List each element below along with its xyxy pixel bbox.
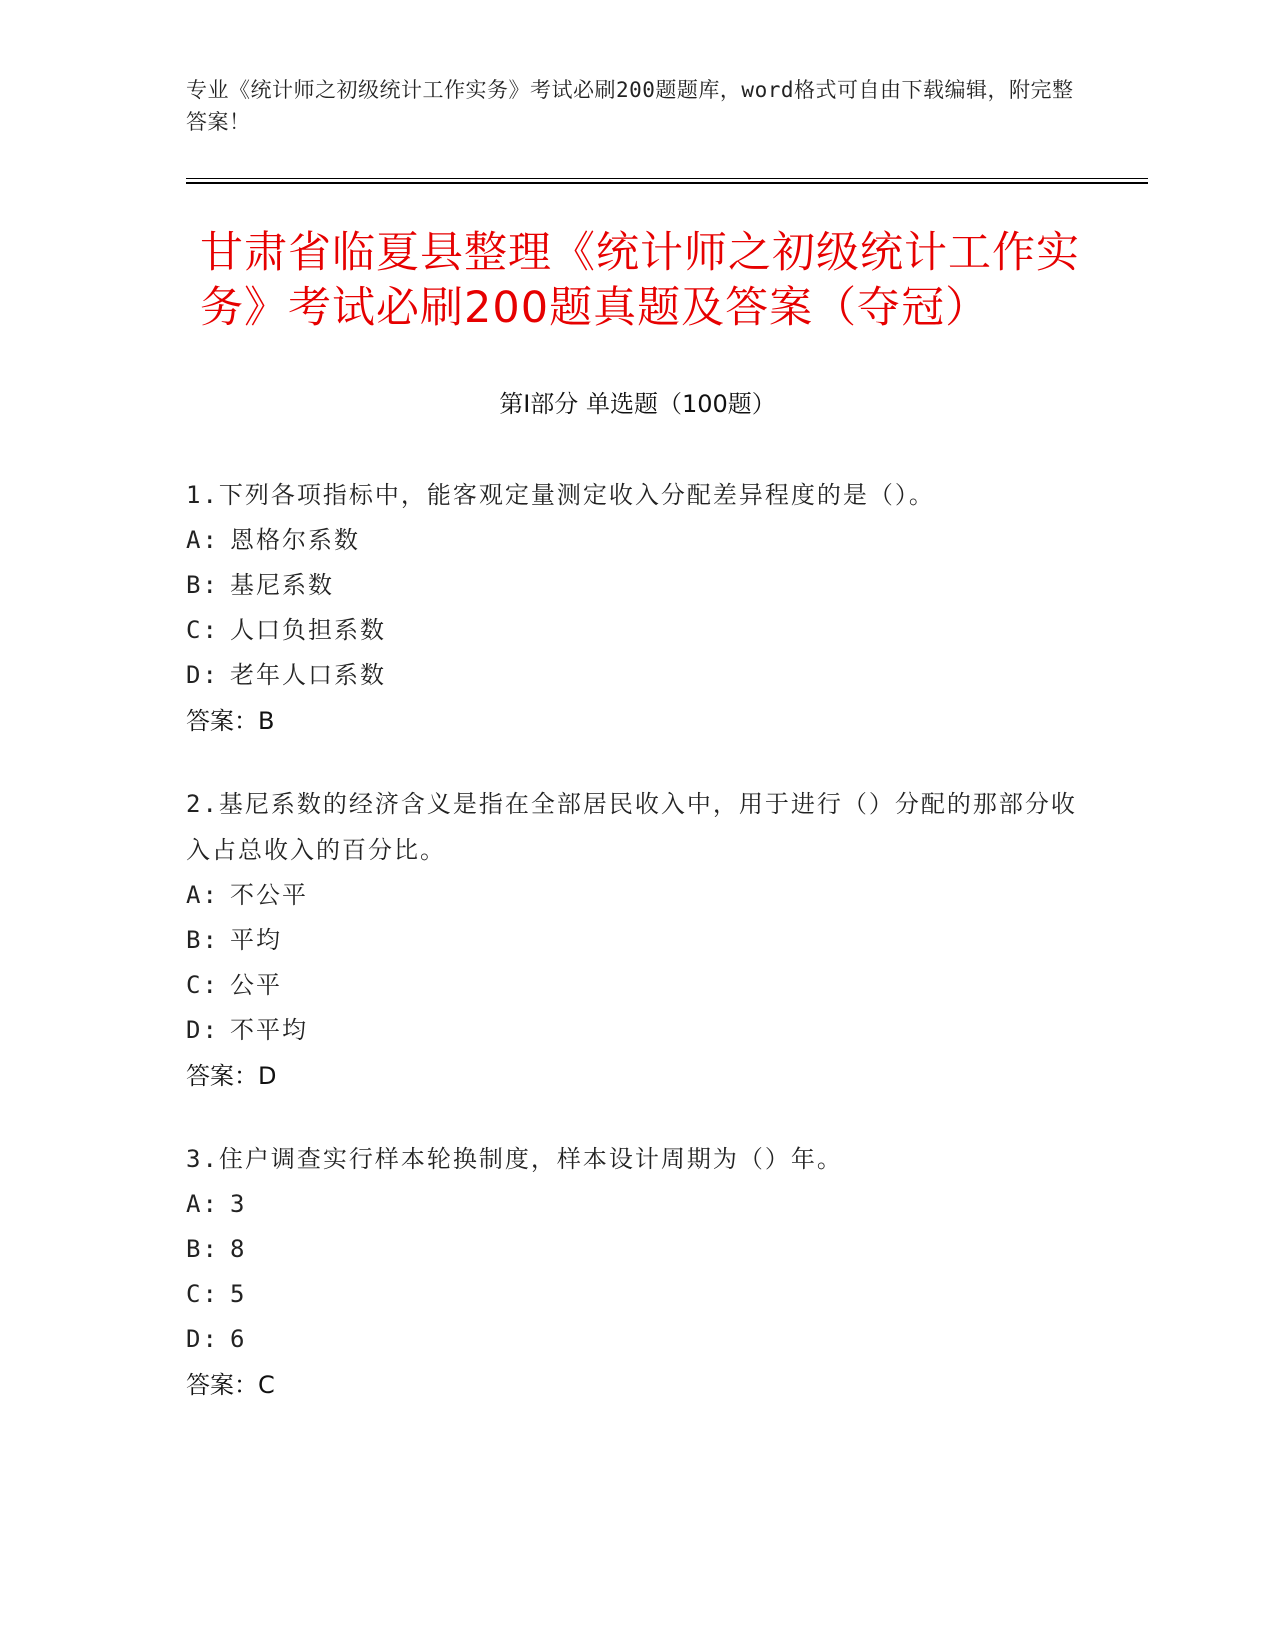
option-text: 基尼系数: [230, 571, 334, 599]
option-key: B:: [186, 571, 219, 599]
option-b: [186, 918, 1086, 963]
option-key: D:: [186, 1325, 219, 1353]
question-1: [186, 472, 1086, 744]
option-key: D:: [186, 661, 219, 689]
option-key: D:: [186, 1016, 219, 1044]
option-text: 5: [230, 1280, 247, 1308]
option-c: [186, 963, 1086, 1008]
question-stem: 1.下列各项指标中，能客观定量测定收入分配差异程度的是（）。: [186, 481, 935, 509]
answer-label: 答案：: [186, 1062, 258, 1090]
option-text: 3: [230, 1190, 247, 1218]
question-2: [186, 781, 1086, 1099]
document-title: 甘肃省临夏县整理《统计师之初级统计工作实务》考试必刷200题真题及答案（夺冠）: [200, 228, 1080, 333]
header-note: 专业《统计师之初级统计工作实务》考试必刷200题题库，word格式可自由下载编辑，附完整答案！: [186, 78, 1074, 134]
answer-line: [186, 1053, 1086, 1099]
question-list: [186, 472, 1086, 1445]
question-stem: 2.基尼系数的经济含义是指在全部居民收入中，用于进行（）分配的那部分收入占总收入的百分比。: [186, 790, 1077, 864]
option-a: [186, 518, 1086, 563]
answer-line: [186, 698, 1086, 744]
header-rule-thin: [186, 178, 1148, 179]
option-b: [186, 1227, 1086, 1272]
option-text: 老年人口系数: [230, 661, 386, 689]
option-text: 8: [230, 1235, 247, 1263]
option-b: [186, 563, 1086, 608]
option-text: 公平: [230, 971, 282, 999]
option-key: C:: [186, 971, 219, 999]
header-rule-thick: [186, 182, 1148, 184]
answer-line: [186, 1362, 1086, 1408]
option-text: 不公平: [230, 881, 308, 909]
option-key: A:: [186, 881, 219, 909]
option-key: A:: [186, 526, 219, 554]
answer-label: 答案：: [186, 1371, 258, 1399]
option-text: 恩格尔系数: [230, 526, 360, 554]
answer-value: C: [258, 1371, 275, 1399]
answer-value: D: [258, 1062, 277, 1090]
option-text: 6: [230, 1325, 247, 1353]
option-key: A:: [186, 1190, 219, 1218]
section-heading: 第Ⅰ部分 单选题（100题）: [499, 390, 776, 418]
option-text: 平均: [230, 926, 282, 954]
option-key: B:: [186, 926, 219, 954]
option-a: [186, 1182, 1086, 1227]
option-d: [186, 653, 1086, 698]
option-d: [186, 1317, 1086, 1362]
option-d: [186, 1008, 1086, 1053]
answer-label: 答案：: [186, 707, 258, 735]
option-key: B:: [186, 1235, 219, 1263]
option-c: [186, 1272, 1086, 1317]
option-text: 人口负担系数: [230, 616, 386, 644]
option-key: C:: [186, 1280, 219, 1308]
option-a: [186, 873, 1086, 918]
question-stem: 3.住户调查实行样本轮换制度，样本设计周期为（）年。: [186, 1145, 843, 1173]
question-3: [186, 1136, 1086, 1408]
option-c: [186, 608, 1086, 653]
option-text: 不平均: [230, 1016, 308, 1044]
option-key: C:: [186, 616, 219, 644]
answer-value: B: [258, 707, 275, 735]
